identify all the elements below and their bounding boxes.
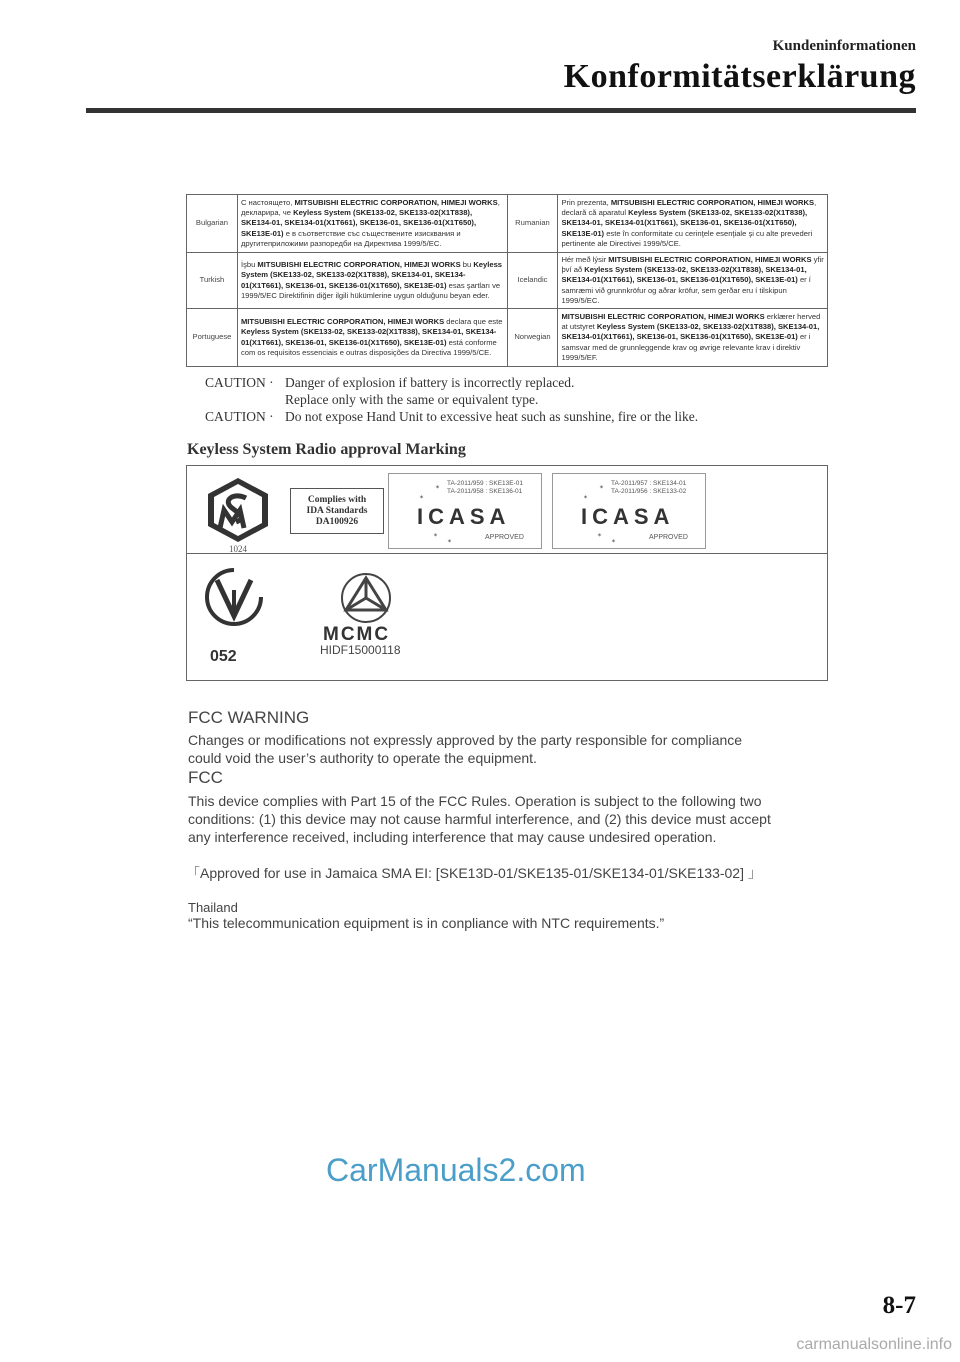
sirim-code: 1024 [229, 544, 247, 554]
watermark-link[interactable]: CarManuals2.com [326, 1152, 586, 1188]
decl-text: Prin prezenta, MITSUBISHI ELECTRIC CORPORATION, HIMEJI WORKS, declară că aparatul Keyless System (SKE133-02, SKE133-02(X1T838), SKE134-01, SKE134-01(X1T661), SKE136-01, SKE136-01(X1T650), SKE13E-01) este în conformitate cu cerinţele esenţiale şi cu alte prevederi pertinente ale Directivei 1999/5/CE. [558, 195, 828, 253]
lang-cell: Icelandic [507, 253, 558, 309]
header-rule [86, 108, 916, 113]
approval-title: Keyless System Radio approval Marking [187, 441, 466, 458]
mcmc-code: HIDF15000118 [320, 643, 401, 657]
table-row [187, 195, 828, 253]
page-number: 8-7 [882, 1292, 916, 1319]
jamaica-approval: 「Approved for use in Jamaica SMA EI: [SKE13D-01/SKE135-01/SKE134-01/SKE133-02] 」 [186, 865, 762, 881]
fcc-warning-title: FCC WARNING [188, 708, 310, 727]
section-label: Kundeninformationen [772, 38, 916, 54]
icasa-label-1: TA-2011/959 : SKE13E-01 TA-2011/958 : SKE136-01 ICASA APPROVED ✶ ✶ ✶ ✶ [388, 473, 542, 549]
table-row [187, 309, 828, 367]
caution-heat: CAUTION · Do not expose Hand Unit to excessive heat such as sunshine, fire or the like. [205, 409, 699, 424]
fcc-title: FCC [188, 768, 223, 787]
ida-label: Complies with IDA Standards DA100926 [290, 488, 384, 534]
caution-battery: CAUTION · Danger of explosion if battery is incorrectly replaced. Replace only with the same or equivalent type. [205, 375, 575, 407]
decl-text: İşbu MITSUBISHI ELECTRIC CORPORATION, HIMEJI WORKS bu Keyless System (SKE133-02, SKE133-02(X1T838), SKE134-01, SKE134-01(X1T661), SKE136-01, SKE136-01(X1T650), SKE13E-01) esas şartları ve 1999/5/EC Direktifinin diğer ilgili hükümlerine uygun olduğunu beyan eder. [237, 253, 507, 309]
icasa-label-2: TA-2011/957 : SKE134-01 TA-2011/956 : SKE133-02 ICASA APPROVED ✶ ✶ ✶ ✶ [552, 473, 706, 549]
decl-text: Hér með lýsir MITSUBISHI ELECTRIC CORPORATION, HIMEJI WORKS yfir því að Keyless System (SKE133-02, SKE133-02(X1T838), SKE134-01, SKE134-01(X1T661), SKE136-01, SKE136-01(X1T650), SKE13E-01) er í samræmi við grunnkröfur og aðrar kröfur, sem gerðar eru í tilskipun 1999/5/EC. [558, 253, 828, 309]
fcc-warning-text: Changes or modifications not expressly approved by the party responsible for compliance could void the user’s authority to operate the equipment. [188, 732, 743, 766]
approval-box-bottom [186, 553, 828, 681]
decl-text: MITSUBISHI ELECTRIC CORPORATION, HIMEJI WORKS declara que este Keyless System (SKE133-02, SKE133-02(X1T838), SKE134-01, SKE134-01(X1T661), SKE136-01, SKE136-01(X1T650), SKE13E-01) está conforme com os requisitos essenciais e outras disposições da Directiva 1999/5/CE. [237, 309, 507, 367]
mcmc-wordmark: MCMC [323, 624, 391, 645]
lang-cell: Norwegian [507, 309, 558, 367]
thailand-text: “This telecommunication equipment is in conpliance with NTC requirements.” [188, 915, 665, 931]
table-row [187, 253, 828, 309]
decl-text: С настоящето, MITSUBISHI ELECTRIC CORPORATION, HIMEJI WORKS, декларира, че Keyless System (SKE133-02, SKE133-02(X1T838), SKE134-01, SKE134-01(X1T661), SKE136-01, SKE136-01(X1T650), SKE13E-01) е в съответствие със съществените изисквания и другитеприложими разпоредби на Директива 1999/5/ЕС. [237, 195, 507, 253]
page-title: Konformitätserklärung [563, 58, 916, 95]
lang-cell: Portuguese [187, 309, 238, 367]
declaration-table [186, 194, 828, 367]
ukraine-conformity-icon [203, 566, 265, 650]
footer-link[interactable]: carmanualsonline.info [796, 1336, 952, 1353]
fcc-text: This device complies with Part 15 of the FCC Rules. Operation is subject to the following two conditions: (1) this device may not cause harmful interference, and (2) this device must accept any interference received, including interference that may cause undesired operation. [188, 793, 771, 845]
lang-cell: Rumanian [507, 195, 558, 253]
mcmc-logo-icon [336, 570, 396, 626]
thailand-title: Thailand [188, 900, 238, 915]
decl-text: MITSUBISHI ELECTRIC CORPORATION, HIMEJI WORKS erklærer herved at utstyret Keyless System (SKE133-02, SKE133-02(X1T838), SKE134-01, SKE134-01(X1T661), SKE136-01, SKE136-01(X1T650), SKE13E-01) er i samsvar med de grunnleggende krav og øvrige relevante krav i direktiv 1999/5/EF. [558, 309, 828, 367]
sirim-logo-icon [198, 476, 278, 544]
lang-cell: Turkish [187, 253, 238, 309]
lang-cell: Bulgarian [187, 195, 238, 253]
ukraine-code: 052 [210, 648, 237, 665]
